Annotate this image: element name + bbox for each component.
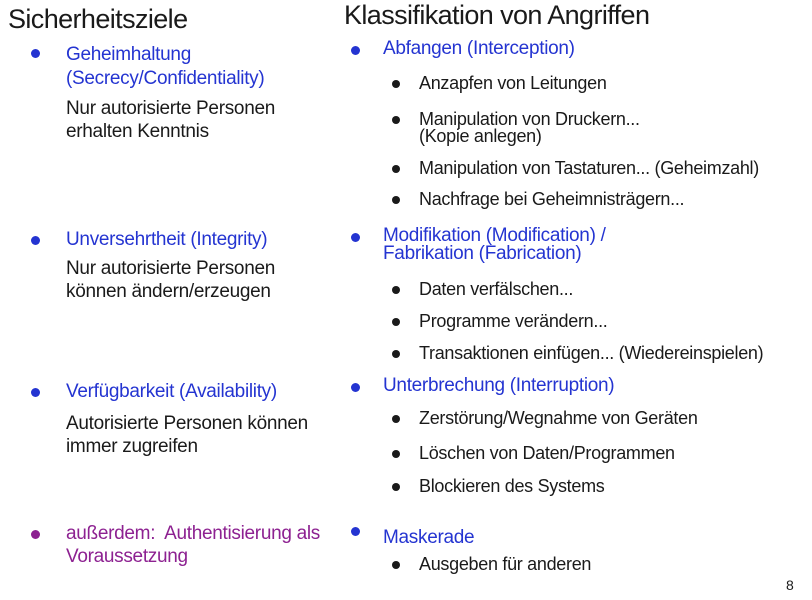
list-item-title-line: Voraussetzung	[66, 546, 188, 567]
bullet-icon	[31, 388, 40, 397]
sub-item-line: Nachfrage bei Geheimnisträgern...	[419, 189, 685, 209]
group-title-line: Fabrikation (Fabrication)	[383, 243, 582, 264]
sub-item-line: Transaktionen einfügen... (Wiedereinspielen)	[419, 343, 764, 363]
left-column-heading: Sicherheitsziele	[8, 4, 188, 34]
group-title-line: Modifikation (Modification) /	[383, 225, 606, 246]
list-item-title-line: Unversehrtheit (Integrity)	[66, 229, 268, 250]
right-column-heading: Klassifikation von Angriffen	[344, 0, 650, 30]
list-item-body-line: erhalten Kenntnis	[66, 121, 209, 142]
bullet-icon	[31, 530, 40, 539]
sub-bullet-icon	[392, 318, 400, 326]
sub-item-line: Manipulation von Tastaturen... (Geheimzahl)	[419, 158, 759, 178]
list-item-body-line: Autorisierte Personen können	[66, 413, 308, 434]
sub-bullet-icon	[392, 350, 400, 358]
sub-bullet-icon	[392, 450, 400, 458]
list-item-title-line: (Secrecy/Confidentiality)	[66, 68, 265, 89]
group-title-line: Unterbrechung (Interruption)	[383, 375, 615, 396]
sub-bullet-icon	[392, 286, 400, 294]
list-item-title-line: Verfügbarkeit (Availability)	[66, 381, 277, 402]
sub-item-line: Blockieren des Systems	[419, 476, 605, 496]
sub-item-line: Programme verändern...	[419, 311, 608, 331]
list-item-body-line: können ändern/erzeugen	[66, 281, 271, 302]
bullet-icon	[351, 383, 360, 392]
sub-item-line: Anzapfen von Leitungen	[419, 73, 607, 93]
sub-bullet-icon	[392, 80, 400, 88]
sub-bullet-icon	[392, 165, 400, 173]
sub-bullet-icon	[392, 483, 400, 491]
bullet-icon	[351, 233, 360, 242]
sub-item-line: Ausgeben für anderen	[419, 554, 592, 574]
bullet-icon	[351, 46, 360, 55]
sub-bullet-icon	[392, 116, 400, 124]
bullet-icon	[351, 527, 360, 536]
sub-item-line: Manipulation von Druckern...	[419, 109, 640, 129]
bullet-icon	[31, 49, 40, 58]
page-number: 8	[786, 577, 794, 593]
sub-bullet-icon	[392, 196, 400, 204]
sub-bullet-icon	[392, 561, 400, 569]
list-item-title-line: Geheimhaltung	[66, 44, 191, 65]
list-item-body-line: Nur autorisierte Personen	[66, 258, 275, 279]
list-item-body-line: immer zugreifen	[66, 436, 198, 457]
group-title-line: Maskerade	[383, 527, 475, 548]
sub-item-line: Löschen von Daten/Programmen	[419, 443, 675, 463]
list-item-title-line: außerdem: Authentisierung als	[66, 523, 320, 544]
sub-bullet-icon	[392, 415, 400, 423]
sub-item-line: Daten verfälschen...	[419, 279, 574, 299]
sub-item-line: (Kopie anlegen)	[419, 126, 542, 146]
sub-item-line: Zerstörung/Wegnahme von Geräten	[419, 408, 698, 428]
bullet-icon	[31, 236, 40, 245]
group-title-line: Abfangen (Interception)	[383, 38, 575, 59]
list-item-body-line: Nur autorisierte Personen	[66, 98, 275, 119]
